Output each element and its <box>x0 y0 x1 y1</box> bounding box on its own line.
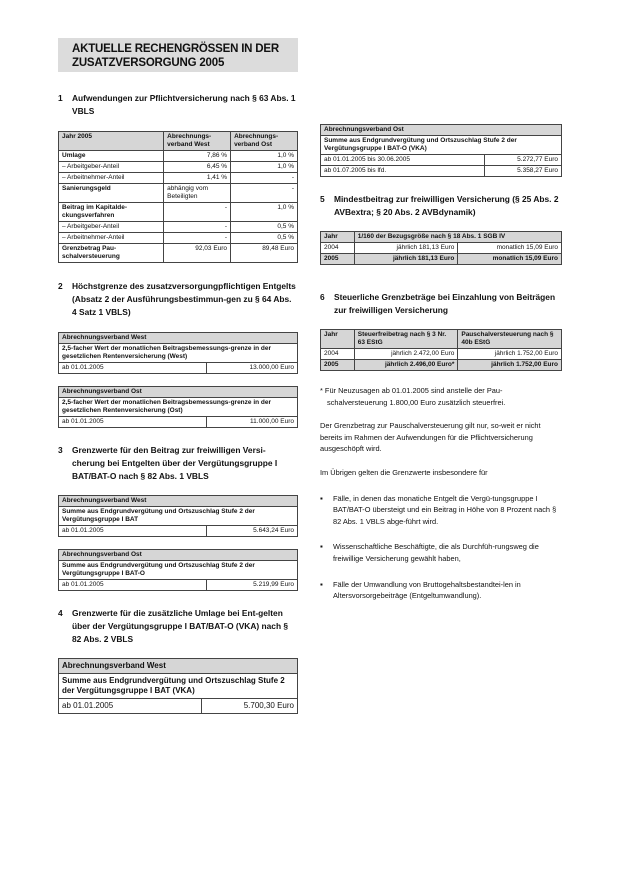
cell-west: 6,45 % <box>164 162 231 173</box>
section-title: Mindestbeitrag zur freiwilligen Versicherung (§ 25 Abs. 2 AVBextra; § 20 Abs. 2 AVBdynamik) <box>334 194 559 217</box>
row-label: – Arbeitgeber-Anteil <box>59 162 164 173</box>
left-column <box>58 38 298 714</box>
table-row <box>321 349 562 360</box>
date-cell: ab 01.01.2005 <box>59 699 202 714</box>
flat-tax-cell: jährlich 1.752,00 Euro <box>458 349 562 360</box>
value-cell: 5.643,24 Euro <box>207 526 298 537</box>
bullet-icon: ▪ <box>320 542 323 552</box>
footnote: * Für Neuzusagen ab 01.01.2005 sind anstelle der Pau-schalversteuerung 1.800,00 Euro zusätzlich steuerfrei. <box>320 386 506 407</box>
section-title: Grenzwerte für den Beitrag zur freiwilligen Versi-cherung bei Entgelten über der Vergütungsgruppe I BAT/BAT-O nach § 82 Abs. 1 VBLS <box>72 445 278 481</box>
section-2-heading <box>58 280 298 319</box>
table-row <box>59 203 298 222</box>
cell-west: - <box>164 222 231 233</box>
section-title: Grenzwerte für die zusätzliche Umlage bei Ent-gelten über der Vergütungsgruppe I BAT/BAT-O (VKA) nach § 82 Abs. 2 VBLS <box>72 608 289 644</box>
table-subheading: 2,5-facher Wert der monatlichen Beitragsbemessungs-grenze in der gesetzlichen Rentenversicherung (Ost) <box>59 398 298 417</box>
header-cell: Jahr <box>321 330 355 349</box>
section-number: 6 <box>320 292 325 302</box>
table-heading: Abrechnungsverband West <box>59 333 298 344</box>
table-row <box>59 222 298 233</box>
table-heading: Abrechnungsverband West <box>59 659 298 674</box>
row-label: – Arbeitgeber-Anteil <box>59 222 164 233</box>
yearly-cell: jährlich 181,13 Euro <box>354 243 458 254</box>
value-cell: 5.700,30 Euro <box>202 699 298 714</box>
section-number: 2 <box>58 281 63 291</box>
date-cell: ab 01.01.2005 <box>59 363 207 374</box>
list-item <box>320 579 562 602</box>
value-cell: 5.219,99 Euro <box>207 580 298 591</box>
value-cell: 13.000,00 Euro <box>207 363 298 374</box>
paragraph: Der Grenzbetrag zur Pauschalversteuerung gilt nur, so-weit er nicht bereits im Rahmen der Aufwendungen für die Pflichtversicherung ausgeschöpft wird. <box>320 421 541 454</box>
cell-ost: 1,0 % <box>231 203 298 222</box>
table-row <box>59 526 298 537</box>
tax-free-cell: jährlich 2.472,00 Euro <box>354 349 458 360</box>
table-row <box>59 417 298 428</box>
date-cell: ab 01.01.2005 <box>59 417 207 428</box>
table-row <box>59 244 298 263</box>
tax-free-cell: jährlich 2.496,00 Euro* <box>354 360 458 371</box>
header-cell: Steuerfreibetrag nach § 3 Nr. 63 EStG <box>354 330 458 349</box>
cell-west: - <box>164 203 231 222</box>
cell-ost: 1,0 % <box>231 162 298 173</box>
tax-limits-table <box>320 329 562 371</box>
section-6-heading <box>320 291 562 317</box>
table-row <box>321 166 562 177</box>
header-cell: Abrechnungs-verband West <box>164 132 231 151</box>
monthly-cell: monatlich 15,09 Euro <box>458 243 562 254</box>
surcharge-table-ost <box>320 124 562 177</box>
table-header-row <box>59 132 298 151</box>
cell-west: abhängig vom Beteiligten <box>164 184 231 203</box>
table-row <box>59 151 298 162</box>
bullet-icon: ▪ <box>320 493 323 503</box>
section-number: 4 <box>58 608 63 618</box>
date-cell: ab 01.01.2005 bis 30.06.2005 <box>321 155 485 166</box>
bullet-icon: ▪ <box>320 579 323 589</box>
section-4-heading <box>58 607 298 646</box>
header-cell: Abrechnungs-verband Ost <box>231 132 298 151</box>
monthly-cell: monatlich 15,09 Euro <box>458 254 562 265</box>
date-cell: ab 01.01.2005 <box>59 580 207 591</box>
value-cell: 5.272,77 Euro <box>484 155 561 166</box>
year-cell: 2004 <box>321 243 355 254</box>
date-cell: ab 01.01.2005 <box>59 526 207 537</box>
table-header-row <box>321 232 562 243</box>
list-item <box>320 541 562 564</box>
table-heading: Abrechnungsverband Ost <box>321 125 562 136</box>
cell-ost: 0,5 % <box>231 233 298 244</box>
right-column <box>320 124 562 602</box>
table-heading: Abrechnungsverband Ost <box>59 550 298 561</box>
table-row <box>321 360 562 371</box>
cell-west: 1,41 % <box>164 173 231 184</box>
table-row <box>59 580 298 591</box>
cell-ost: - <box>231 173 298 184</box>
surcharge-table-west <box>58 658 298 714</box>
table-subheading: Summe aus Endgrundvergütung und Ortszuschlag Stufe 2 der Vergütungsgruppe I BAT-O <box>59 561 298 580</box>
row-label: – Arbeitnehmer-Anteil <box>59 233 164 244</box>
table-row <box>59 173 298 184</box>
row-label: – Arbeitnehmer-Anteil <box>59 173 164 184</box>
row-label: Sanierungsgeld <box>59 184 164 203</box>
cell-west: 92,03 Euro <box>164 244 231 263</box>
limit-table-ost <box>58 386 298 428</box>
flat-tax-cell: jährlich 1.752,00 Euro <box>458 360 562 371</box>
header-cell: 1/160 der Bezugsgröße nach § 18 Abs. 1 SGB IV <box>354 232 561 243</box>
list-item-text: Fälle der Umwandlung von Bruttogehaltsbestandtei-len in Altersvorsorgebeiträge (Entgeltumwandlung). <box>333 579 521 601</box>
table-subheading: Summe aus Endgrundvergütung und Ortszuschlag Stufe 2 der Vergütungsgruppe I BAT <box>59 507 298 526</box>
row-label: Beitrag im Kapitalde-ckungsverfahren <box>59 203 164 222</box>
value-cell: 11.000,00 Euro <box>207 417 298 428</box>
voluntary-table-ost <box>58 549 298 591</box>
cell-ost: - <box>231 184 298 203</box>
cell-ost: 0,5 % <box>231 222 298 233</box>
list-item-text: Wissenschaftliche Beschäftigte, die als Durchfüh-rungsweg die freiwillige Versicherung gewählt haben, <box>333 542 539 563</box>
header-cell: Jahr 2005 <box>59 132 164 151</box>
section-number: 5 <box>320 194 325 204</box>
date-cell: ab 01.07.2005 bis lfd. <box>321 166 485 177</box>
table-header-row <box>321 330 562 349</box>
surcharge-table-wrapper <box>58 658 298 714</box>
page-title: AKTUELLE RECHENGRÖSSEN IN DER ZUSATZVERSORGUNG 2005 <box>58 38 298 72</box>
row-label: Umlage <box>59 151 164 162</box>
cell-ost: 89,48 Euro <box>231 244 298 263</box>
cell-ost: 1,0 % <box>231 151 298 162</box>
header-cell: Jahr <box>321 232 355 243</box>
table-row <box>321 155 562 166</box>
section-title: Steuerliche Grenzbeträge bei Einzahlung von Beiträgen zur freiwilligen Versicherung <box>334 292 556 315</box>
list-item <box>320 493 562 528</box>
section-5-heading <box>320 193 562 219</box>
minimum-contribution-table <box>320 231 562 265</box>
table-heading: Abrechnungsverband Ost <box>59 387 298 398</box>
table-row <box>59 162 298 173</box>
value-cell: 5.358,27 Euro <box>484 166 561 177</box>
yearly-cell: jährlich 181,13 Euro <box>354 254 458 265</box>
table-row <box>321 243 562 254</box>
cell-west: - <box>164 233 231 244</box>
section-3-heading <box>58 444 298 483</box>
row-label: Grenzbetrag Pau-schalversteuerung <box>59 244 164 263</box>
contribution-table <box>58 131 298 263</box>
cell-west: 7,86 % <box>164 151 231 162</box>
header-cell: Pauschalversteuerung nach § 40b EStG <box>458 330 562 349</box>
year-cell: 2005 <box>321 360 355 371</box>
limit-table-west <box>58 332 298 374</box>
section-title: Aufwendungen zur Pflichtversicherung nach § 63 Abs. 1 VBLS <box>72 93 296 116</box>
year-cell: 2005 <box>321 254 355 265</box>
section-1-heading <box>58 92 298 118</box>
table-row <box>59 233 298 244</box>
section-title: Höchstgrenze des zusatzversorgungpflichtigen Entgelts (Absatz 2 der Ausführungsbestimmun-gen zu § 64 Abs. 4 Satz 1 VBLS) <box>72 281 296 317</box>
table-subheading: Summe aus Endgrundvergütung und Ortszuschlag Stufe 2 der Vergütungsgruppe I BAT (VKA) <box>59 674 298 699</box>
list-item-text: Fälle, in denen das monatiche Entgelt die Vergü-tungsgruppe I BAT/BAT-O übersteigt und ein Beitrag in Höhe von 8 Prozent nach § 82 Abs. 1 VBLS abge-führt wird. <box>333 493 557 526</box>
voluntary-table-west <box>58 495 298 537</box>
section-number: 1 <box>58 93 63 103</box>
table-heading: Abrechnungsverband West <box>59 496 298 507</box>
table-row <box>59 184 298 203</box>
year-cell: 2004 <box>321 349 355 360</box>
table-row <box>321 254 562 265</box>
paragraph: Im Übrigen gelten die Grenzwerte insbesondere für <box>320 467 488 477</box>
table-subheading: 2,5-facher Wert der monatlichen Beitragsbemessungs-grenze in der gesetzlichen Rentenversicherung (West) <box>59 344 298 363</box>
table-subheading: Summe aus Endgrundvergütung und Ortszuschlag Stufe 2 der Vergütungsgruppe I BAT-O (VKA) <box>321 136 562 155</box>
table-row <box>59 699 298 714</box>
table-row <box>59 363 298 374</box>
section-number: 3 <box>58 445 63 455</box>
